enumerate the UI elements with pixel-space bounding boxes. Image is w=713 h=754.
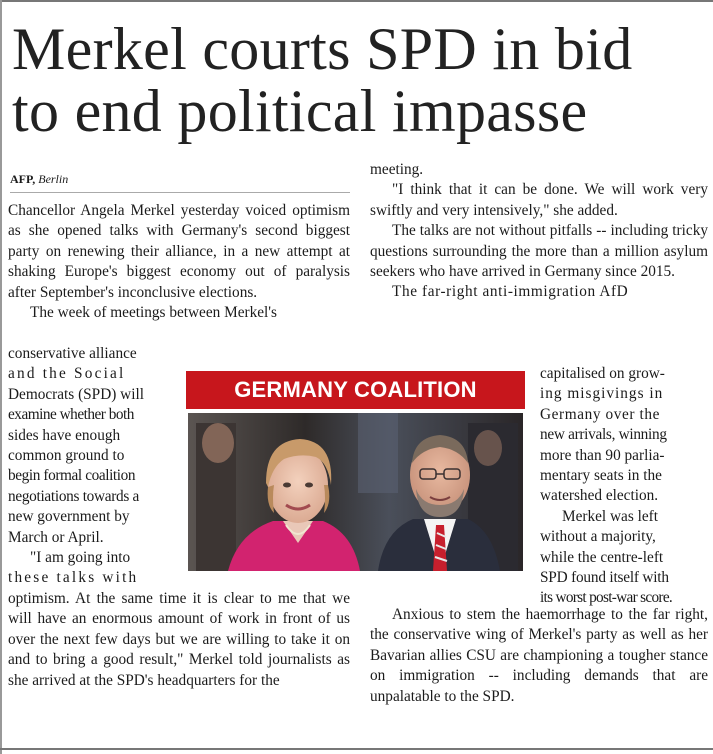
- paragraph: meeting.: [370, 161, 424, 178]
- column-1-wrap-text: [8, 344, 180, 589]
- narrow-line: ing misgivings in: [540, 385, 664, 403]
- paragraph: The talks are not without pitfalls -- including tricky questions surrounding the more than a million asylum seekers who have arrived in Germany since 2015.: [370, 222, 708, 281]
- narrow-line: examine whether both: [8, 406, 134, 424]
- paragraph: The far-right anti-immigration AfD: [392, 283, 629, 301]
- paragraph: The week of meetings between Merkel's: [30, 304, 277, 322]
- narrow-line: more than 90 parlia-: [540, 446, 665, 464]
- narrow-line: mentary seats in the: [540, 467, 662, 485]
- narrow-line: new arrivals, winning: [540, 426, 667, 444]
- narrow-line: Germany over the: [540, 405, 661, 423]
- narrow-line: while the centre-left: [540, 548, 664, 566]
- narrow-line: "I am going into: [30, 549, 131, 567]
- news-photo: [188, 413, 523, 571]
- photo-block: [186, 371, 525, 574]
- narrow-line: begin formal coalition: [8, 467, 136, 485]
- paragraph: Chancellor Angela Merkel yesterday voiced optimism as she opened talks with Germany's second biggest party on renewing their alliance, in a new attempt at shaking Europe's biggest economy out of paralysis after September's inconclusive elections.: [8, 202, 350, 301]
- article-column-1: [8, 201, 350, 323]
- column-2-wrap-text: [540, 364, 708, 609]
- paragraph: Anxious to stem the haemorrhage to the far right, the conservative wing of Merkel's party as well as her Bavarian allies CSU are championing a tougher stance on immigration -- including demands that are unpalatable to the SPD.: [370, 606, 708, 705]
- narrow-line: without a majority,: [540, 528, 656, 546]
- narrow-line: negotiations towards a: [8, 487, 140, 505]
- article-column-2: [370, 160, 708, 303]
- paragraph: "I think that it can be done. We will work very swiftly and very intensively," she added.: [370, 181, 708, 219]
- narrow-line: and the Social: [8, 365, 126, 383]
- paragraph: optimism. At the same time it is clear to me that we will have an enormous amount of work in front of us over the next few days but we are willing to take it on and to bring a good result," Merkel told journalists as she arrived at the SPD's headquarters for the: [8, 590, 350, 689]
- narrow-line: March or April.: [8, 528, 104, 546]
- headline: [12, 18, 707, 142]
- narrow-line: capitalised on grow-: [540, 365, 665, 382]
- narrow-line: sides have enough: [8, 426, 121, 444]
- narrow-line: these talks with: [8, 569, 139, 587]
- narrow-line: new government by: [8, 508, 130, 526]
- top-rule: [0, 0, 713, 2]
- narrow-line: conservative alliance: [8, 345, 137, 362]
- narrow-line: SPD found itself with: [540, 569, 669, 587]
- narrow-line: common ground to: [8, 447, 125, 465]
- headline-line-1: Merkel courts SPD in bid: [12, 16, 633, 82]
- bottom-rule: [0, 748, 713, 750]
- column-2-continuation: [370, 605, 708, 707]
- narrow-line: Democrats (SPD) will: [8, 385, 144, 403]
- narrow-line: watershed election.: [540, 487, 659, 505]
- byline-city: Berlin: [38, 172, 69, 186]
- left-rule: [0, 0, 2, 754]
- section-banner: GERMANY COALITION: [186, 371, 525, 409]
- byline: [10, 172, 350, 193]
- narrow-line: its worst post-war score.: [540, 589, 673, 607]
- headline-line-2: to end political impasse: [12, 78, 588, 144]
- byline-agency: AFP,: [10, 172, 36, 186]
- column-1-continuation: [8, 589, 350, 691]
- photo-merkel-schulz-icon: [188, 413, 523, 571]
- narrow-line: Merkel was left: [562, 507, 658, 525]
